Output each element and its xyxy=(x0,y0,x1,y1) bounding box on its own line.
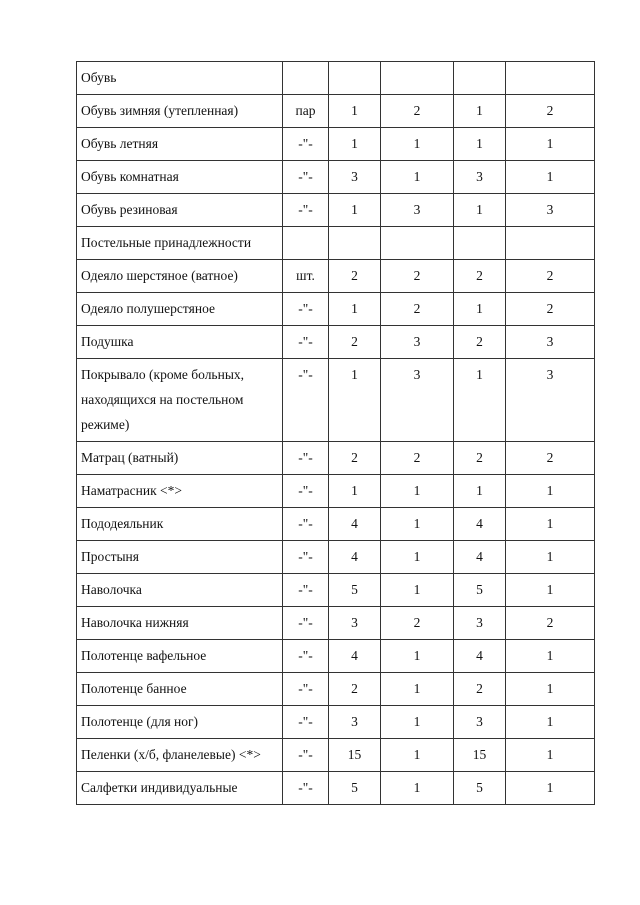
item-name: Наматрасник <*> xyxy=(77,475,283,508)
qty-col-1: 2 xyxy=(329,326,381,359)
wear-col-1: 3 xyxy=(381,326,454,359)
qty-col-1: 1 xyxy=(329,194,381,227)
qty-col-2: 3 xyxy=(454,706,506,739)
item-unit xyxy=(283,62,329,95)
item-unit: -"- xyxy=(283,293,329,326)
wear-col-2: 1 xyxy=(506,673,595,706)
item-unit: -"- xyxy=(283,161,329,194)
item-unit: -"- xyxy=(283,673,329,706)
item-name: Подушка xyxy=(77,326,283,359)
norms-table-body xyxy=(77,62,595,805)
wear-col-2: 3 xyxy=(506,194,595,227)
item-unit: -"- xyxy=(283,640,329,673)
wear-col-1: 3 xyxy=(381,359,454,442)
qty-col-2: 3 xyxy=(454,607,506,640)
wear-col-1: 1 xyxy=(381,541,454,574)
qty-col-2: 4 xyxy=(454,640,506,673)
wear-col-2 xyxy=(506,62,595,95)
qty-col-2 xyxy=(454,62,506,95)
norms-table xyxy=(76,61,595,805)
wear-col-2: 1 xyxy=(506,706,595,739)
item-name: Наволочка xyxy=(77,574,283,607)
qty-col-1: 1 xyxy=(329,128,381,161)
item-name: Полотенце банное xyxy=(77,673,283,706)
qty-col-1: 1 xyxy=(329,475,381,508)
table-row xyxy=(77,640,595,673)
item-unit: -"- xyxy=(283,128,329,161)
qty-col-1: 15 xyxy=(329,739,381,772)
item-name: Полотенце вафельное xyxy=(77,640,283,673)
wear-col-2: 1 xyxy=(506,739,595,772)
item-unit: -"- xyxy=(283,607,329,640)
qty-col-2: 2 xyxy=(454,260,506,293)
table-row xyxy=(77,128,595,161)
wear-col-1: 1 xyxy=(381,706,454,739)
wear-col-2: 2 xyxy=(506,293,595,326)
item-unit: шт. xyxy=(283,260,329,293)
wear-col-2: 1 xyxy=(506,640,595,673)
item-name: Пододеяльник xyxy=(77,508,283,541)
qty-col-1: 4 xyxy=(329,640,381,673)
qty-col-2: 4 xyxy=(454,508,506,541)
item-unit xyxy=(283,227,329,260)
item-unit: -"- xyxy=(283,442,329,475)
qty-col-2: 5 xyxy=(454,574,506,607)
table-row xyxy=(77,161,595,194)
qty-col-2: 1 xyxy=(454,293,506,326)
qty-col-2: 1 xyxy=(454,475,506,508)
table-row xyxy=(77,673,595,706)
table-row xyxy=(77,541,595,574)
item-unit: -"- xyxy=(283,359,329,442)
qty-col-2: 5 xyxy=(454,772,506,805)
wear-col-2: 2 xyxy=(506,607,595,640)
table-row xyxy=(77,574,595,607)
item-name: Покрывало (кроме больных, находящихся на постельном режиме) xyxy=(77,359,283,442)
item-name: Наволочка нижняя xyxy=(77,607,283,640)
item-name: Обувь зимняя (утепленная) xyxy=(77,95,283,128)
table-row xyxy=(77,326,595,359)
table-row xyxy=(77,293,595,326)
item-unit: -"- xyxy=(283,739,329,772)
item-name: Постельные принадлежности xyxy=(77,227,283,260)
table-row xyxy=(77,260,595,293)
qty-col-1: 3 xyxy=(329,161,381,194)
wear-col-1 xyxy=(381,227,454,260)
wear-col-1: 1 xyxy=(381,161,454,194)
wear-col-2: 1 xyxy=(506,161,595,194)
qty-col-2: 2 xyxy=(454,673,506,706)
table-row xyxy=(77,227,595,260)
wear-col-2: 1 xyxy=(506,574,595,607)
wear-col-1: 1 xyxy=(381,673,454,706)
qty-col-1: 1 xyxy=(329,359,381,442)
wear-col-2: 2 xyxy=(506,95,595,128)
wear-col-1: 2 xyxy=(381,293,454,326)
wear-col-1: 2 xyxy=(381,260,454,293)
item-name: Обувь резиновая xyxy=(77,194,283,227)
qty-col-2: 1 xyxy=(454,95,506,128)
wear-col-1: 3 xyxy=(381,194,454,227)
item-name: Обувь летняя xyxy=(77,128,283,161)
wear-col-2: 1 xyxy=(506,772,595,805)
qty-col-1: 2 xyxy=(329,673,381,706)
qty-col-2: 3 xyxy=(454,161,506,194)
wear-col-2: 3 xyxy=(506,326,595,359)
item-name: Матрац (ватный) xyxy=(77,442,283,475)
wear-col-2 xyxy=(506,227,595,260)
item-name: Обувь xyxy=(77,62,283,95)
wear-col-1: 1 xyxy=(381,640,454,673)
item-unit: -"- xyxy=(283,574,329,607)
qty-col-2: 4 xyxy=(454,541,506,574)
qty-col-1: 1 xyxy=(329,95,381,128)
item-unit: -"- xyxy=(283,541,329,574)
qty-col-2: 2 xyxy=(454,326,506,359)
item-name: Полотенце (для ног) xyxy=(77,706,283,739)
item-name: Простыня xyxy=(77,541,283,574)
wear-col-2: 1 xyxy=(506,541,595,574)
qty-col-1 xyxy=(329,62,381,95)
table-row xyxy=(77,62,595,95)
item-unit: пар xyxy=(283,95,329,128)
item-unit: -"- xyxy=(283,706,329,739)
qty-col-1: 1 xyxy=(329,293,381,326)
wear-col-2: 2 xyxy=(506,260,595,293)
item-unit: -"- xyxy=(283,194,329,227)
qty-col-1: 4 xyxy=(329,541,381,574)
qty-col-1: 3 xyxy=(329,706,381,739)
wear-col-2: 1 xyxy=(506,508,595,541)
wear-col-1: 1 xyxy=(381,772,454,805)
wear-col-2: 1 xyxy=(506,128,595,161)
qty-col-2: 2 xyxy=(454,442,506,475)
table-row xyxy=(77,442,595,475)
item-name: Одеяло полушерстяное xyxy=(77,293,283,326)
wear-col-1: 1 xyxy=(381,475,454,508)
table-row xyxy=(77,194,595,227)
wear-col-2: 1 xyxy=(506,475,595,508)
qty-col-2: 15 xyxy=(454,739,506,772)
table-row xyxy=(77,95,595,128)
qty-col-1: 2 xyxy=(329,260,381,293)
qty-col-1: 4 xyxy=(329,508,381,541)
table-row xyxy=(77,359,595,442)
qty-col-2 xyxy=(454,227,506,260)
table-row xyxy=(77,772,595,805)
wear-col-1 xyxy=(381,62,454,95)
qty-col-2: 1 xyxy=(454,128,506,161)
table-row xyxy=(77,706,595,739)
item-name: Обувь комнатная xyxy=(77,161,283,194)
qty-col-2: 1 xyxy=(454,359,506,442)
qty-col-1: 2 xyxy=(329,442,381,475)
item-unit: -"- xyxy=(283,772,329,805)
item-unit: -"- xyxy=(283,326,329,359)
item-unit: -"- xyxy=(283,475,329,508)
qty-col-1: 3 xyxy=(329,607,381,640)
table-row xyxy=(77,739,595,772)
wear-col-1: 1 xyxy=(381,128,454,161)
item-name: Одеяло шерстяное (ватное) xyxy=(77,260,283,293)
qty-col-1: 5 xyxy=(329,574,381,607)
item-unit: -"- xyxy=(283,508,329,541)
qty-col-2: 1 xyxy=(454,194,506,227)
item-name: Пеленки (х/б, фланелевые) <*> xyxy=(77,739,283,772)
wear-col-2: 2 xyxy=(506,442,595,475)
qty-col-1: 5 xyxy=(329,772,381,805)
wear-col-1: 2 xyxy=(381,95,454,128)
qty-col-1 xyxy=(329,227,381,260)
table-row xyxy=(77,607,595,640)
wear-col-1: 1 xyxy=(381,739,454,772)
wear-col-1: 2 xyxy=(381,607,454,640)
wear-col-1: 1 xyxy=(381,508,454,541)
wear-col-2: 3 xyxy=(506,359,595,442)
wear-col-1: 1 xyxy=(381,574,454,607)
item-name: Салфетки индивидуальные xyxy=(77,772,283,805)
table-row xyxy=(77,508,595,541)
wear-col-1: 2 xyxy=(381,442,454,475)
table-row xyxy=(77,475,595,508)
